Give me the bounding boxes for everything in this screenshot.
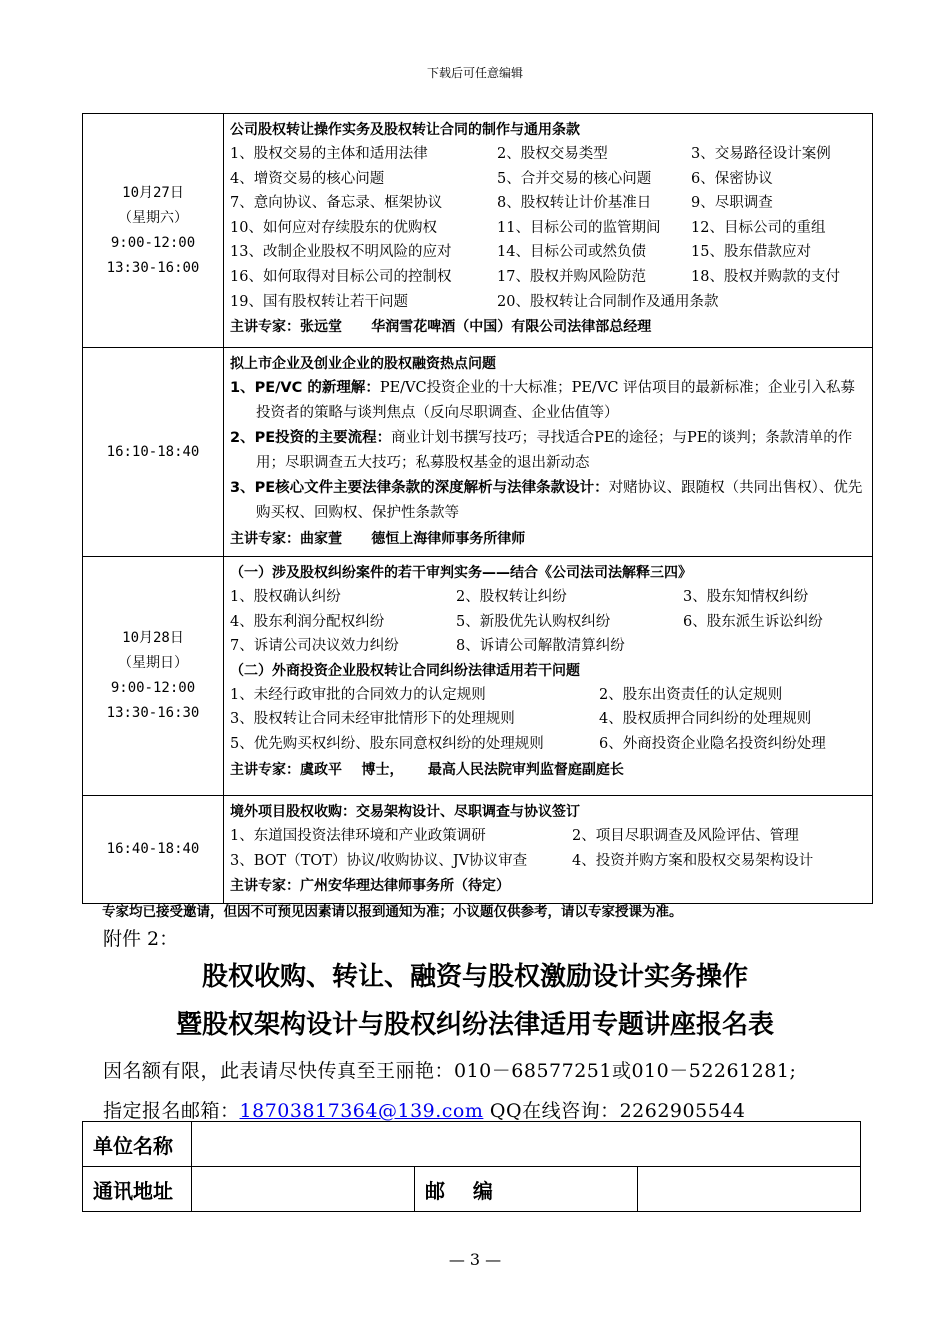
unit-field[interactable] xyxy=(192,1122,861,1167)
topic-list xyxy=(230,142,866,314)
session-row-1 xyxy=(83,114,873,348)
lecturer: 主讲专家：广州安华理达律师事务所（待定） xyxy=(230,878,510,895)
topic-item: 19、国有股权转让若干问题 xyxy=(230,293,408,310)
zip-label: 邮 编 xyxy=(415,1167,638,1212)
topic-item: 5、合并交易的核心问题 xyxy=(497,170,652,187)
topic-item: 7、意向协议、备忘录、框架协议 xyxy=(230,195,443,212)
topic-item: 2、股东出资责任的认定规则 xyxy=(599,686,783,703)
session-4-content xyxy=(224,796,873,904)
paragraph-body: 商业计划书撰写技巧；寻找适合PE的途径；与PE的谈判；条款清单的作用；尽职调查五大技巧；私募股权基金的退出新动态 xyxy=(256,430,853,471)
topic-item: 9、尽职调查 xyxy=(691,195,773,212)
lecturer: 主讲专家：曲家萱 德恒上海律师事务所律师 xyxy=(230,531,526,547)
topic-paragraph xyxy=(230,476,866,526)
session-3-time xyxy=(83,557,224,796)
page-number: — 3 — xyxy=(448,1250,502,1269)
form-title-line-2: 暨股权架构设计与股权纠纷法律适用专题讲座报名表 xyxy=(175,1010,774,1040)
session-3-content xyxy=(224,557,873,796)
topic-item: 5、新股优先认购权纠纷 xyxy=(456,613,611,630)
topic-paragraph xyxy=(230,376,866,426)
time-line: 9:00-12:00 xyxy=(110,680,196,696)
topic-item: 20、股权转让合同制作及通用条款 xyxy=(497,293,719,310)
topic-paragraph xyxy=(230,426,866,476)
paragraph-head: 3、PE核心文件主要法律条款的深度解析与法律条款设计： xyxy=(230,480,609,496)
unit-label: 单位名称 xyxy=(83,1122,192,1167)
paragraph-body: PE/VC投资企业的十大标准；PE/VC 评估项目的最新标准；企业引入私募投资者的策略与谈判焦点（反向尽职调查、企业估值等） xyxy=(256,380,856,421)
time-line: 16:40-18:40 xyxy=(106,841,200,858)
topic-item: 8、股权转让计价基准日 xyxy=(497,195,652,212)
topic-item: 6、外商投资企业隐名投资纠纷处理 xyxy=(599,735,826,752)
topic-item: 2、项目尽职调查及风险评估、管理 xyxy=(572,828,799,844)
session-row-3 xyxy=(83,557,873,796)
email-info xyxy=(103,1096,745,1123)
topic-item: 1、股权交易的主体和适用法律 xyxy=(230,146,428,162)
topic-item xyxy=(691,290,866,315)
time-line: （星期日） xyxy=(118,655,188,671)
registration-form xyxy=(82,1121,861,1212)
time-line: 10月28日 xyxy=(122,630,184,646)
topic-item: 2、股权交易类型 xyxy=(497,146,608,162)
session-subtitle: （二）外商投资企业股权转让合同纠纷法律适用若干问题 xyxy=(230,662,580,679)
fax-info: 因名额有限，此表请尽快传真至王丽艳：010－68577251或010－52261281; xyxy=(103,1060,797,1082)
topic-item: 16、如何取得对目标公司的控制权 xyxy=(230,268,452,285)
topic-item: 4、股东利润分配权纠纷 xyxy=(230,613,385,630)
email-link[interactable]: 18703817364@139.com xyxy=(239,1100,484,1122)
topic-item: 1、未经行政审批的合同效力的认定规则 xyxy=(230,686,486,703)
time-line: 10月27日 xyxy=(122,184,184,201)
session-4-time xyxy=(83,796,224,904)
topic-item: 3、BOT（TOT）协议/收购协议、JV协议审查 xyxy=(230,852,528,869)
time-line: 9:00-12:00 xyxy=(110,234,196,251)
paragraph-body: 对赌协议、跟随权（共同出售权）、优先购买权、回购权、保护性条款等 xyxy=(256,480,863,521)
topic-item: 2、股权转让纠纷 xyxy=(456,589,567,605)
time-line: （星期六） xyxy=(118,209,188,226)
schedule-note: 专家均已接受邀请，但因不可预见因素请以报到通知为准；小议题仅供参考，请以专家授课为准。 xyxy=(102,904,683,920)
qq-info: QQ在线咨询：2262905544 xyxy=(483,1100,746,1122)
topic-item: 1、股权确认纠纷 xyxy=(230,589,341,605)
address-label: 通讯地址 xyxy=(83,1167,192,1212)
header-note: 下载后可任意编辑 xyxy=(426,66,523,80)
topic-item: 17、股权并购风险防范 xyxy=(497,268,646,285)
session-2-time xyxy=(83,348,224,557)
zip-field[interactable] xyxy=(638,1167,861,1212)
email-label: 指定报名邮箱： xyxy=(103,1100,240,1122)
form-row-address xyxy=(83,1167,861,1212)
topic-list xyxy=(230,683,866,757)
topic-item xyxy=(683,634,866,659)
topic-item: 3、股权转让合同未经审批情形下的处理规则 xyxy=(230,711,515,728)
attachment-label: 附件 2： xyxy=(103,928,179,950)
topic-item: 4、股权质押合同纠纷的处理规则 xyxy=(599,711,812,728)
topic-item: 5、优先购买权纠纷、股东同意权纠纷的处理规则 xyxy=(230,735,544,752)
time-line: 13:30-16:30 xyxy=(106,705,200,721)
topic-item: 4、投资并购方案和股权交易架构设计 xyxy=(572,852,814,869)
address-field[interactable] xyxy=(192,1167,415,1212)
topic-item: 13、改制企业股权不明风险的应对 xyxy=(230,244,452,261)
session-title: 境外项目股权收购：交易架构设计、尽职调查与协议签订 xyxy=(230,804,580,820)
topic-item: 10、如何应对存续股东的优购权 xyxy=(230,219,437,236)
form-title-line-1: 股权收购、转让、融资与股权激励设计实务操作 xyxy=(201,962,748,992)
time-line: 16:10-18:40 xyxy=(106,443,200,460)
topic-item: 3、交易路径设计案例 xyxy=(691,146,831,162)
form-row-unit xyxy=(83,1122,861,1167)
topic-item: 14、目标公司或然负债 xyxy=(497,244,646,261)
session-row-4 xyxy=(83,796,873,904)
lecturer: 主讲专家：虞政平 博士， 最高人民法院审判监督庭副庭长 xyxy=(230,761,624,778)
time-line: 13:30-16:00 xyxy=(106,259,200,276)
schedule-table xyxy=(82,113,873,904)
lecturer: 主讲专家：张远堂 华润雪花啤酒（中国）有限公司法律部总经理 xyxy=(230,319,652,336)
session-1-time xyxy=(83,114,224,348)
session-row-2 xyxy=(83,348,873,557)
topic-item: 6、保密协议 xyxy=(691,170,773,187)
session-subtitle: （一）涉及股权纠纷案件的若干审判实务——结合《公司法司法解释三四》 xyxy=(230,565,692,581)
session-title: 公司股权转让操作实务及股权转让合同的制作与通用条款 xyxy=(230,122,580,138)
topic-item: 7、诉请公司决议效力纠纷 xyxy=(230,638,399,655)
session-2-content xyxy=(224,348,873,557)
topic-list xyxy=(230,585,866,659)
topic-item: 4、增资交易的核心问题 xyxy=(230,170,385,187)
session-1-content xyxy=(224,114,873,348)
topic-item: 18、股权并购款的支付 xyxy=(691,268,840,285)
session-title: 拟上市企业及创业企业的股权融资热点问题 xyxy=(230,356,496,372)
topic-item: 1、东道国投资法律环境和产业政策调研 xyxy=(230,828,486,844)
topic-item: 6、股东派生诉讼纠纷 xyxy=(683,613,823,630)
topic-item: 15、股东借款应对 xyxy=(691,244,811,261)
paragraph-head: 2、PE投资的主要流程： xyxy=(230,430,392,446)
topic-item: 12、目标公司的重组 xyxy=(691,219,826,236)
paragraph-head: 1、PE/VC 的新理解： xyxy=(230,380,380,396)
topic-item: 11、目标公司的监管期间 xyxy=(497,219,661,236)
topic-item: 3、股东知情权纠纷 xyxy=(683,589,809,605)
topic-list xyxy=(230,824,866,873)
topic-item: 8、诉请公司解散清算纠纷 xyxy=(456,638,625,655)
